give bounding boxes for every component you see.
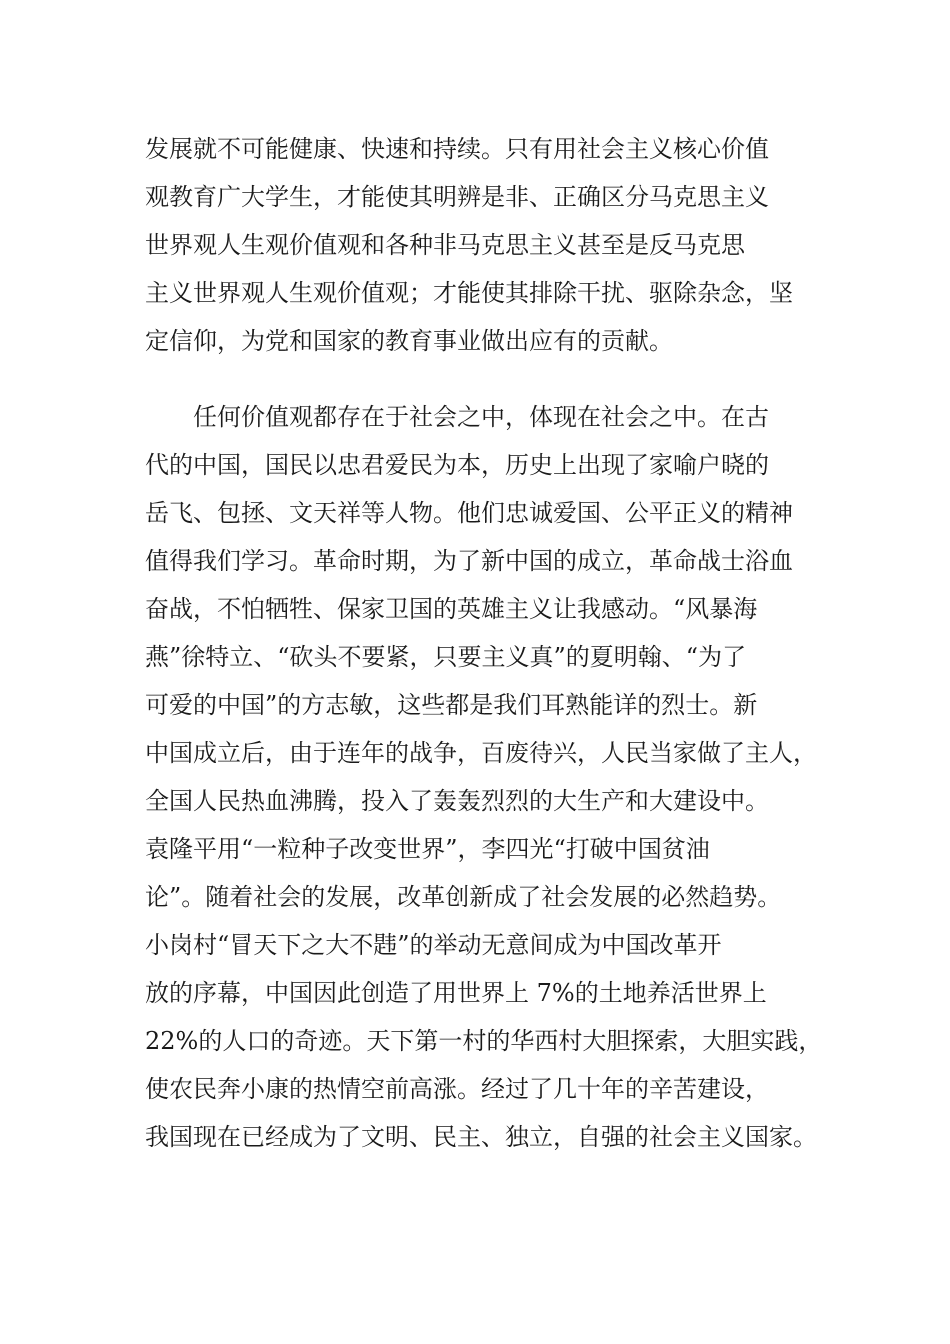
paragraph-line: 中国成立后，由于连年的战争，百废待兴，人民当家做了主人， [145, 739, 817, 767]
paragraph-line: 任何价值观都存在于社会之中，体现在社会之中。在古 [193, 403, 769, 431]
paragraph-line: 22%的人口的奇迹。天下第一村的华西村大胆探索，大胆实践， [145, 1027, 823, 1055]
paragraph-line: 奋战，不怕牺牲、保家卫国的英雄主义让我感动。“风暴海 [145, 595, 758, 623]
paragraph-line: 我国现在已经成为了文明、民主、独立，自强的社会主义国家。 [145, 1123, 817, 1151]
paragraph-line: 世界观人生观价值观和各种非马克思主义甚至是反马克思 [145, 231, 745, 259]
paragraph-line: 袁隆平用“一粒种子改变世界”，李四光“打破中国贫油 [145, 835, 710, 863]
paragraph-line: 燕”徐特立、“砍头不要紧，只要主义真”的夏明翰、“为了 [145, 643, 747, 671]
paragraph-line: 岳飞、包拯、文天祥等人物。他们忠诚爱国、公平正义的精神 [145, 499, 793, 527]
paragraph-1 [145, 125, 835, 365]
paragraph-line: 可爱的中国”的方志敏，这些都是我们耳熟能详的烈士。新 [145, 691, 758, 719]
paragraph-line: 全国人民热血沸腾，投入了轰轰烈烈的大生产和大建设中。 [145, 787, 769, 815]
paragraph-line: 代的中国，国民以忠君爱民为本，历史上出现了家喻户晓的 [145, 451, 769, 479]
paragraph-line: 值得我们学习。革命时期，为了新中国的成立，革命战士浴血 [145, 547, 793, 575]
paragraph-line: 观教育广大学生，才能使其明辨是非、正确区分马克思主义 [145, 183, 769, 211]
paragraph-line: 主义世界观人生观价值观；才能使其排除干扰、驱除杂念，坚 [145, 279, 793, 307]
paragraph-line: 定信仰，为党和国家的教育事业做出应有的贡献。 [145, 327, 673, 355]
paragraph-line: 使农民奔小康的热情空前高涨。经过了几十年的辛苦建设， [145, 1075, 769, 1103]
paragraph-line: 发展就不可能健康、快速和持续。只有用社会主义核心价值 [145, 135, 769, 163]
paragraph-2 [145, 393, 835, 1161]
paragraph-line: 论”。随着社会的发展，改革创新成了社会发展的必然趋势。 [145, 883, 782, 911]
paragraph-line: 小岗村“冒天下之大不韪”的举动无意间成为中国改革开 [145, 931, 722, 959]
paragraph-line: 放的序幕，中国因此创造了用世界上 7%的土地养活世界上 [145, 979, 767, 1007]
